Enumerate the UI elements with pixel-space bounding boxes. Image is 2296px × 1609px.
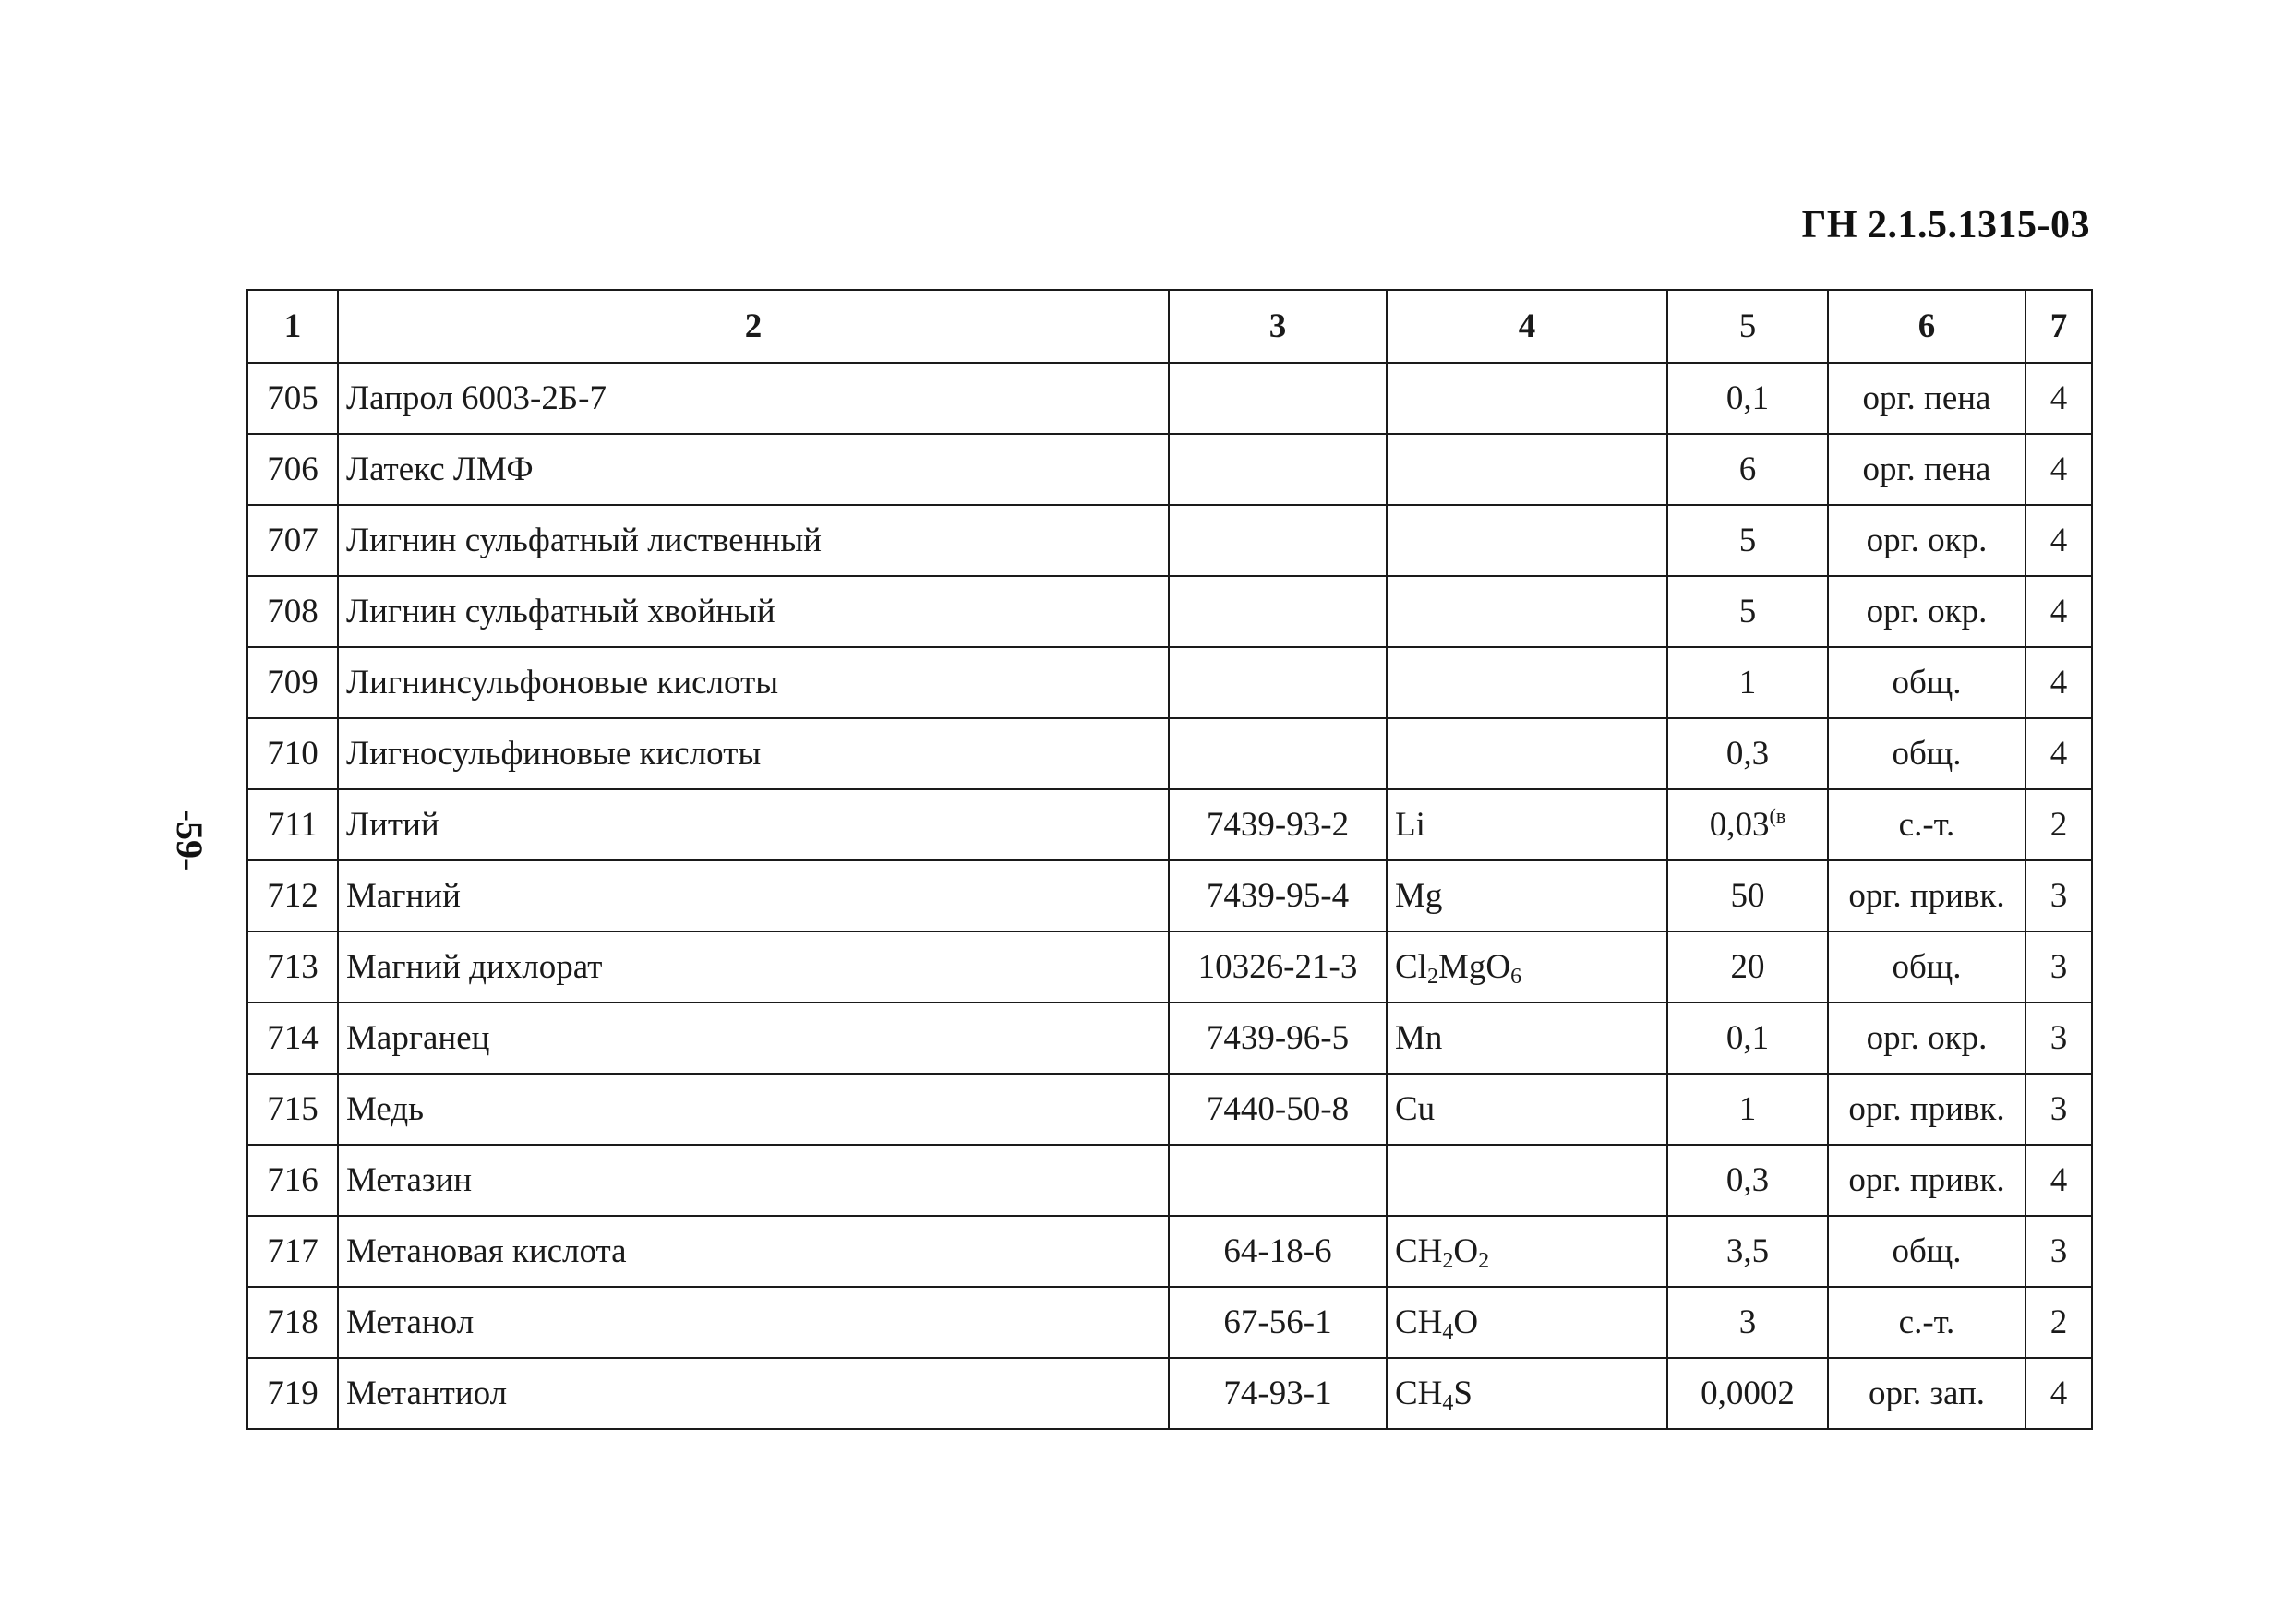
chemical-formula <box>1387 576 1667 647</box>
hazard-class: 4 <box>2026 1358 2092 1429</box>
hazard-sign: общ. <box>1828 718 2026 789</box>
cas-number <box>1169 718 1387 789</box>
limit-value-text: 20 <box>1730 948 1765 986</box>
hazard-sign: орг. зап. <box>1828 1358 2026 1429</box>
substance-name: Метазин <box>338 1145 1169 1216</box>
limit-value-text: 50 <box>1730 877 1765 915</box>
table-row <box>247 931 2092 1003</box>
row-number: 708 <box>247 576 338 647</box>
hazard-sign: орг. окр. <box>1828 505 2026 576</box>
cas-number: 7439-95-4 <box>1169 860 1387 931</box>
chemical-formula <box>1387 1003 1667 1074</box>
hazard-sign: орг. привк. <box>1828 1145 2026 1216</box>
hazard-class: 3 <box>2026 1074 2092 1145</box>
formula-part: O <box>1453 1303 1479 1341</box>
substance-name: Магний <box>338 860 1169 931</box>
cas-number: 7440-50-8 <box>1169 1074 1387 1145</box>
substance-name: Литий <box>338 789 1169 860</box>
chemical-formula <box>1387 505 1667 576</box>
substance-name: Метантиол <box>338 1358 1169 1429</box>
cas-number <box>1169 505 1387 576</box>
table-row <box>247 860 2092 931</box>
formula-part: CH <box>1395 1232 1443 1270</box>
hazard-class: 3 <box>2026 860 2092 931</box>
cas-number <box>1169 576 1387 647</box>
chemical-formula <box>1387 718 1667 789</box>
cas-number: 7439-93-2 <box>1169 789 1387 860</box>
table-row <box>247 1216 2092 1287</box>
limit-value <box>1667 1358 1828 1429</box>
row-number: 712 <box>247 860 338 931</box>
row-number: 709 <box>247 647 338 718</box>
row-number: 710 <box>247 718 338 789</box>
formula-part: Cu <box>1395 1090 1436 1128</box>
table-row <box>247 718 2092 789</box>
cas-number: 10326-21-3 <box>1169 931 1387 1003</box>
table-row <box>247 363 2092 434</box>
chemical-formula <box>1387 1358 1667 1429</box>
table-row <box>247 1145 2092 1216</box>
substance-name: Марганец <box>338 1003 1169 1074</box>
row-number: 711 <box>247 789 338 860</box>
hazard-class: 4 <box>2026 363 2092 434</box>
limit-value-text: 5 <box>1738 522 1757 559</box>
limit-value-text: 0,3 <box>1725 735 1770 773</box>
cas-number: 64-18-6 <box>1169 1216 1387 1287</box>
page-number: -59- <box>169 809 210 871</box>
row-number: 713 <box>247 931 338 1003</box>
formula-part: CH <box>1395 1303 1443 1341</box>
limit-value-text: 3,5 <box>1725 1232 1770 1270</box>
chemical-formula <box>1387 1287 1667 1358</box>
row-number: 716 <box>247 1145 338 1216</box>
limit-value <box>1667 860 1828 931</box>
hazard-class: 4 <box>2026 576 2092 647</box>
substance-name: Лигнин сульфатный хвойный <box>338 576 1169 647</box>
hazard-sign: общ. <box>1828 1216 2026 1287</box>
row-number: 705 <box>247 363 338 434</box>
limit-value-text: 3 <box>1738 1303 1757 1341</box>
header-col-3: 3 <box>1169 290 1387 363</box>
formula-part: Li <box>1395 806 1425 844</box>
hazard-class: 2 <box>2026 1287 2092 1358</box>
substance-name: Метановая кислота <box>338 1216 1169 1287</box>
hazard-class: 4 <box>2026 718 2092 789</box>
limit-value <box>1667 505 1828 576</box>
hazard-sign: с.-т. <box>1828 1287 2026 1358</box>
hazard-sign: общ. <box>1828 931 2026 1003</box>
chemical-formula <box>1387 860 1667 931</box>
limit-value <box>1667 434 1828 505</box>
chemical-formula <box>1387 1074 1667 1145</box>
limit-value-text: 6 <box>1738 450 1757 488</box>
formula-part: CH <box>1395 1375 1443 1412</box>
table-body <box>247 363 2092 1429</box>
chemical-formula <box>1387 789 1667 860</box>
row-number: 715 <box>247 1074 338 1145</box>
formula-part: Cl <box>1395 948 1427 986</box>
table-row <box>247 647 2092 718</box>
hazard-class: 4 <box>2026 434 2092 505</box>
hazard-class: 4 <box>2026 647 2092 718</box>
substance-name: Магний дихлорат <box>338 931 1169 1003</box>
row-number: 718 <box>247 1287 338 1358</box>
cas-number: 7439-96-5 <box>1169 1003 1387 1074</box>
formula-part: Mg <box>1395 877 1443 915</box>
row-number: 717 <box>247 1216 338 1287</box>
limit-value <box>1667 718 1828 789</box>
substance-name: Латекс ЛМФ <box>338 434 1169 505</box>
formula-part: Mn <box>1395 1019 1443 1057</box>
substance-name: Лигнинсульфоновые кислоты <box>338 647 1169 718</box>
limit-value-text: 0,1 <box>1725 1019 1770 1057</box>
header-col-2: 2 <box>338 290 1169 363</box>
formula-subscript: 4 <box>1442 1391 1454 1415</box>
substance-name: Метанол <box>338 1287 1169 1358</box>
formula-subscript: 2 <box>1478 1249 1490 1273</box>
limit-value-text: 0,3 <box>1725 1161 1770 1199</box>
table-row <box>247 1287 2092 1358</box>
limit-value <box>1667 789 1828 860</box>
chemical-formula <box>1387 363 1667 434</box>
limit-value <box>1667 931 1828 1003</box>
chemical-formula <box>1387 647 1667 718</box>
hazard-class: 4 <box>2026 505 2092 576</box>
table-row <box>247 789 2092 860</box>
limit-value <box>1667 1216 1828 1287</box>
table-row <box>247 434 2092 505</box>
hazard-sign: орг. привк. <box>1828 860 2026 931</box>
limit-value <box>1667 1003 1828 1074</box>
chemical-formula <box>1387 1145 1667 1216</box>
chemical-formula <box>1387 931 1667 1003</box>
row-number: 714 <box>247 1003 338 1074</box>
substance-name: Лигносульфиновые кислоты <box>338 718 1169 789</box>
cas-number <box>1169 363 1387 434</box>
cas-number: 74-93-1 <box>1169 1358 1387 1429</box>
substance-name: Лапрол 6003-2Б-7 <box>338 363 1169 434</box>
table-header-row <box>247 290 2092 363</box>
limit-value <box>1667 1145 1828 1216</box>
table-row <box>247 505 2092 576</box>
limit-value <box>1667 647 1828 718</box>
limit-value-text: 0,0002 <box>1701 1375 1795 1412</box>
norms-table <box>246 289 2093 1430</box>
cas-number <box>1169 647 1387 718</box>
substance-name: Медь <box>338 1074 1169 1145</box>
limit-value <box>1667 1287 1828 1358</box>
hazard-sign: с.-т. <box>1828 789 2026 860</box>
limit-value-text: 0,1 <box>1725 379 1770 417</box>
limit-value-text: 5 <box>1738 593 1757 630</box>
header-col-1: 1 <box>247 290 338 363</box>
substance-name: Лигнин сульфатный лиственный <box>338 505 1169 576</box>
limit-value-text: 1 <box>1738 1090 1757 1128</box>
hazard-sign: орг. окр. <box>1828 576 2026 647</box>
header-col-4: 4 <box>1387 290 1667 363</box>
table-row <box>247 1003 2092 1074</box>
cas-number <box>1169 1145 1387 1216</box>
hazard-class: 2 <box>2026 789 2092 860</box>
limit-value-note: (в <box>1769 804 1786 827</box>
row-number: 707 <box>247 505 338 576</box>
cas-number <box>1169 434 1387 505</box>
limit-value <box>1667 1074 1828 1145</box>
hazard-sign: общ. <box>1828 647 2026 718</box>
formula-part: MgO <box>1437 948 1511 986</box>
hazard-sign: орг. окр. <box>1828 1003 2026 1074</box>
formula-subscript: 4 <box>1442 1320 1454 1344</box>
cas-number: 67-56-1 <box>1169 1287 1387 1358</box>
formula-subscript: 2 <box>1442 1249 1454 1273</box>
hazard-sign: орг. пена <box>1828 363 2026 434</box>
header-col-5: 5 <box>1667 290 1828 363</box>
row-number: 706 <box>247 434 338 505</box>
table-row <box>247 576 2092 647</box>
formula-subscript: 2 <box>1426 965 1438 989</box>
hazard-class: 4 <box>2026 1145 2092 1216</box>
table-row <box>247 1358 2092 1429</box>
header-col-6: 6 <box>1828 290 2026 363</box>
row-number: 719 <box>247 1358 338 1429</box>
hazard-class: 3 <box>2026 1216 2092 1287</box>
formula-part: O <box>1453 1232 1479 1270</box>
formula-part: S <box>1453 1375 1473 1412</box>
table-row <box>247 1074 2092 1145</box>
limit-value-text: 0,03 <box>1709 806 1770 844</box>
formula-subscript: 6 <box>1510 965 1522 989</box>
limit-value <box>1667 576 1828 647</box>
hazard-class: 3 <box>2026 1003 2092 1074</box>
hazard-sign: орг. пена <box>1828 434 2026 505</box>
header-col-7: 7 <box>2026 290 2092 363</box>
chemical-formula <box>1387 434 1667 505</box>
document-code: ГН 2.1.5.1315-03 <box>1801 204 2090 246</box>
hazard-class: 3 <box>2026 931 2092 1003</box>
limit-value-text: 1 <box>1738 664 1757 702</box>
limit-value <box>1667 363 1828 434</box>
chemical-formula <box>1387 1216 1667 1287</box>
hazard-sign: орг. привк. <box>1828 1074 2026 1145</box>
